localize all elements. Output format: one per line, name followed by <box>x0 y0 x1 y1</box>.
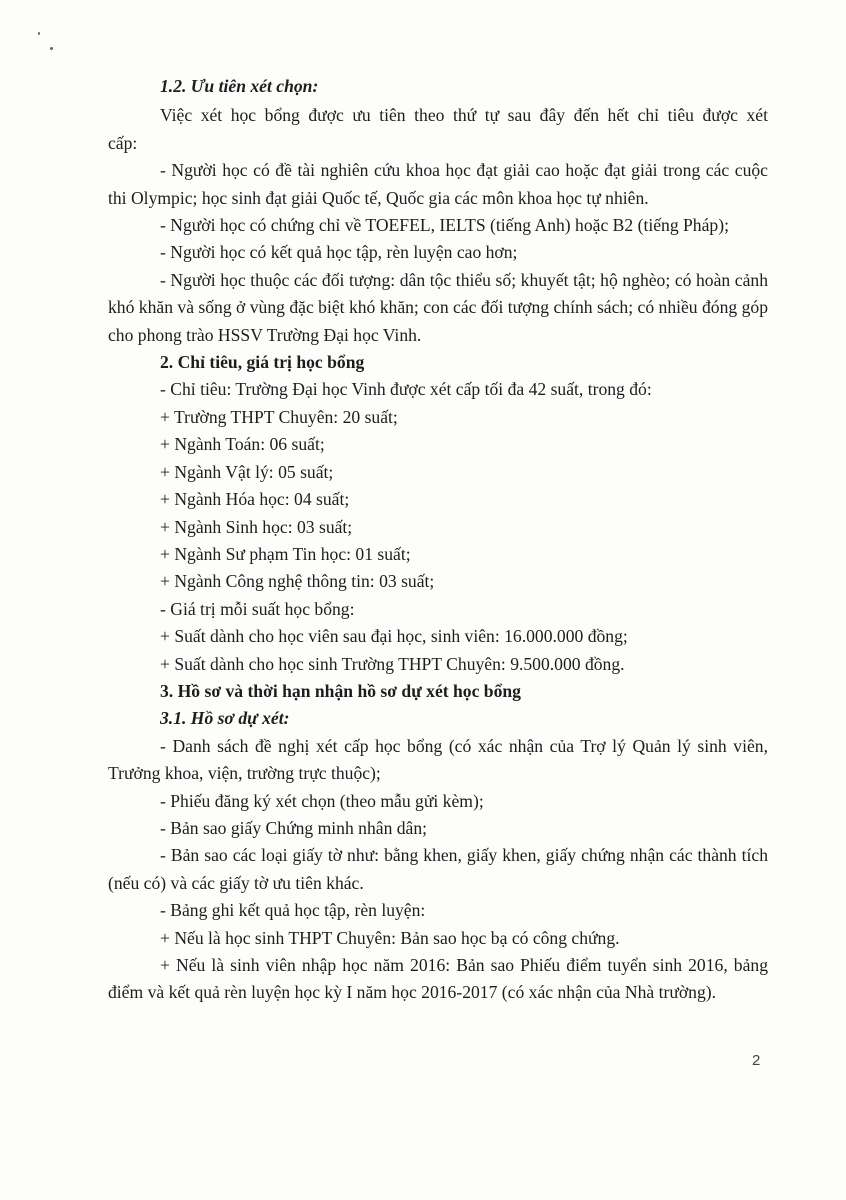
priority-item: - Người học có đề tài nghiên cứu khoa học đạt giải cao hoặc đạt giải trong các cuộc thi Olympic; học sinh đạt giải Quốc tế, Quốc gia các môn khoa học tự nhiên. <box>108 160 768 208</box>
value-item: + Suất dành cho học viên sau đại học, sinh viên: 16.000.000 đồng; <box>160 626 628 647</box>
section-3-heading: 3. Hồ sơ và thời hạn nhận hồ sơ dự xét học bổng <box>160 680 521 701</box>
dossier-item: - Phiếu đăng ký xét chọn (theo mẫu gửi kèm); <box>160 790 484 811</box>
section-1-2-intro-line2: cấp: <box>108 132 138 153</box>
quota-item: + Ngành Hóa học: 04 suất; <box>160 489 350 510</box>
quota-item: + Ngành Sư phạm Tin học: 01 suất; <box>160 543 411 564</box>
value-intro: - Giá trị mỗi suất học bổng: <box>160 598 355 619</box>
dossier-subitem: + Nếu là sinh viên nhập học năm 2016: Bản sao Phiếu điểm tuyển sinh 2016, bảng điểm và kết quả rèn luyện học kỳ I năm học 2016-2017 (có xác nhận của Nhà trường). <box>108 955 768 1003</box>
priority-item: - Người học có chứng chỉ về TOEFEL, IELTS (tiếng Anh) hoặc B2 (tiếng Pháp); <box>160 215 729 236</box>
section-1-2-intro-line1: Việc xét học bổng được ưu tiên theo thứ tự sau đây đến hết chỉ tiêu được xét <box>160 105 768 126</box>
scan-speck <box>38 32 40 35</box>
dossier-item: - Danh sách đề nghị xét cấp học bổng (có xác nhận của Trợ lý Quản lý sinh viên, Trưởng khoa, viện, trường trực thuộc); <box>108 735 768 784</box>
quota-intro: - Chỉ tiêu: Trường Đại học Vinh được xét cấp tối đa 42 suất, trong đó: <box>160 379 652 400</box>
section-2-heading: 2. Chỉ tiêu, giá trị học bổng <box>160 352 365 373</box>
section-1-2-heading: 1.2. Ưu tiên xét chọn: <box>160 76 319 96</box>
page-number: 2 <box>752 1052 761 1069</box>
quota-item: + Ngành Vật lý: 05 suất; <box>160 461 334 482</box>
value-item: + Suất dành cho học sinh Trường THPT Chuyên: 9.500.000 đồng. <box>160 653 625 674</box>
priority-item: - Người học có kết quả học tập, rèn luyện cao hơn; <box>160 242 518 263</box>
quota-item: + Trường THPT Chuyên: 20 suất; <box>160 406 398 427</box>
section-3-1-heading: 3.1. Hồ sơ dự xét: <box>160 708 290 729</box>
dossier-subitem: + Nếu là học sinh THPT Chuyên: Bản sao học bạ có công chứng. <box>160 927 620 948</box>
dossier-item: - Bản sao các loại giấy tờ như: bằng khen, giấy khen, giấy chứng nhận các thành tích (nếu có) và các giấy tờ ưu tiên khác. <box>108 845 768 893</box>
quota-item: + Ngành Công nghệ thông tin: 03 suất; <box>160 571 435 592</box>
quota-item: + Ngành Sinh học: 03 suất; <box>160 516 353 537</box>
scan-speck <box>50 47 53 50</box>
quota-item: + Ngành Toán: 06 suất; <box>160 434 325 455</box>
document-body <box>108 73 768 1007</box>
dossier-item: - Bảng ghi kết quả học tập, rèn luyện: <box>160 900 426 921</box>
dossier-item: - Bản sao giấy Chứng minh nhân dân; <box>160 817 428 838</box>
priority-item: - Người học thuộc các đối tượng: dân tộc thiểu số; khuyết tật; hộ nghèo; có hoàn cảnh khó khăn và sống ở vùng đặc biệt khó khăn; con các đối tượng chính sách; có nhiều đóng góp cho phong trào HSSV Trường Đại học Vinh. <box>108 269 768 345</box>
